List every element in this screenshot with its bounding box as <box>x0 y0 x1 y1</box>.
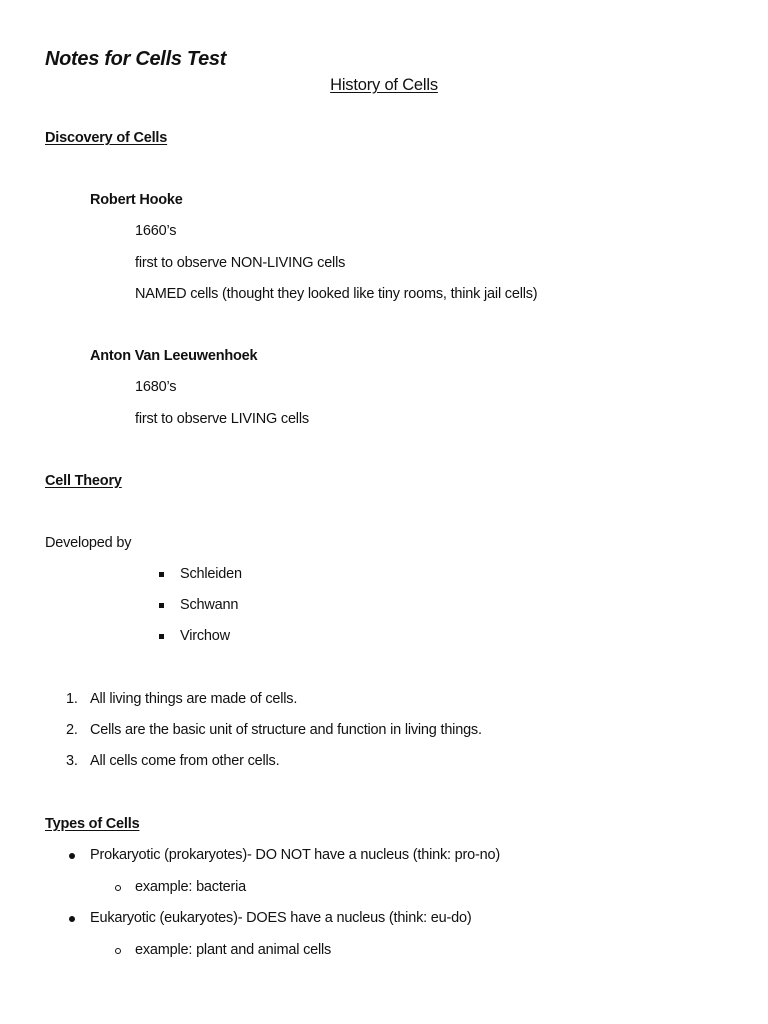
square-bullet-icon <box>159 603 164 608</box>
principle-number-1: 1. <box>66 691 78 707</box>
prokaryotic-item: Prokaryotic (prokaryotes)- DO NOT have a nucleus (think: pro-no) <box>90 847 501 863</box>
hollow-bullet-icon <box>115 948 121 954</box>
prokaryotic-example: example: bacteria <box>135 879 247 895</box>
document-title: Notes for Cells Test <box>45 48 227 70</box>
hooke-detail-observation: first to observe NON-LIVING cells <box>135 255 346 271</box>
round-bullet-icon <box>69 916 75 922</box>
leeuwenhoek-detail-observation: first to observe LIVING cells <box>135 411 309 427</box>
square-bullet-icon <box>159 572 164 577</box>
discovery-heading: Discovery of Cells <box>45 130 168 146</box>
cell-theory-heading: Cell Theory <box>45 473 122 489</box>
principle-number-3: 3. <box>66 753 78 769</box>
hooke-detail-naming: NAMED cells (thought they looked like tiny rooms, think jail cells) <box>135 286 538 302</box>
developer-schwann: Schwann <box>180 597 239 613</box>
principle-text-2: Cells are the basic unit of structure and function in living things. <box>90 722 482 738</box>
leeuwenhoek-detail-year: 1680’s <box>135 379 177 395</box>
eukaryotic-item: Eukaryotic (eukaryotes)- DOES have a nucleus (think: eu-do) <box>90 910 472 926</box>
round-bullet-icon <box>69 853 75 859</box>
hooke-detail-year: 1660’s <box>135 223 177 239</box>
main-heading: History of Cells <box>330 76 438 94</box>
types-of-cells-heading: Types of Cells <box>45 816 140 832</box>
principle-number-2: 2. <box>66 722 78 738</box>
hollow-bullet-icon <box>115 885 121 891</box>
principle-text-3: All cells come from other cells. <box>90 753 280 769</box>
principle-text-1: All living things are made of cells. <box>90 691 298 707</box>
square-bullet-icon <box>159 634 164 639</box>
developer-virchow: Virchow <box>180 628 230 644</box>
developer-schleiden: Schleiden <box>180 566 242 582</box>
scientist-name-leeuwenhoek: Anton Van Leeuwenhoek <box>90 348 258 364</box>
scientist-name-hooke: Robert Hooke <box>90 192 183 208</box>
eukaryotic-example: example: plant and animal cells <box>135 942 332 958</box>
developed-by-label: Developed by <box>45 535 132 551</box>
